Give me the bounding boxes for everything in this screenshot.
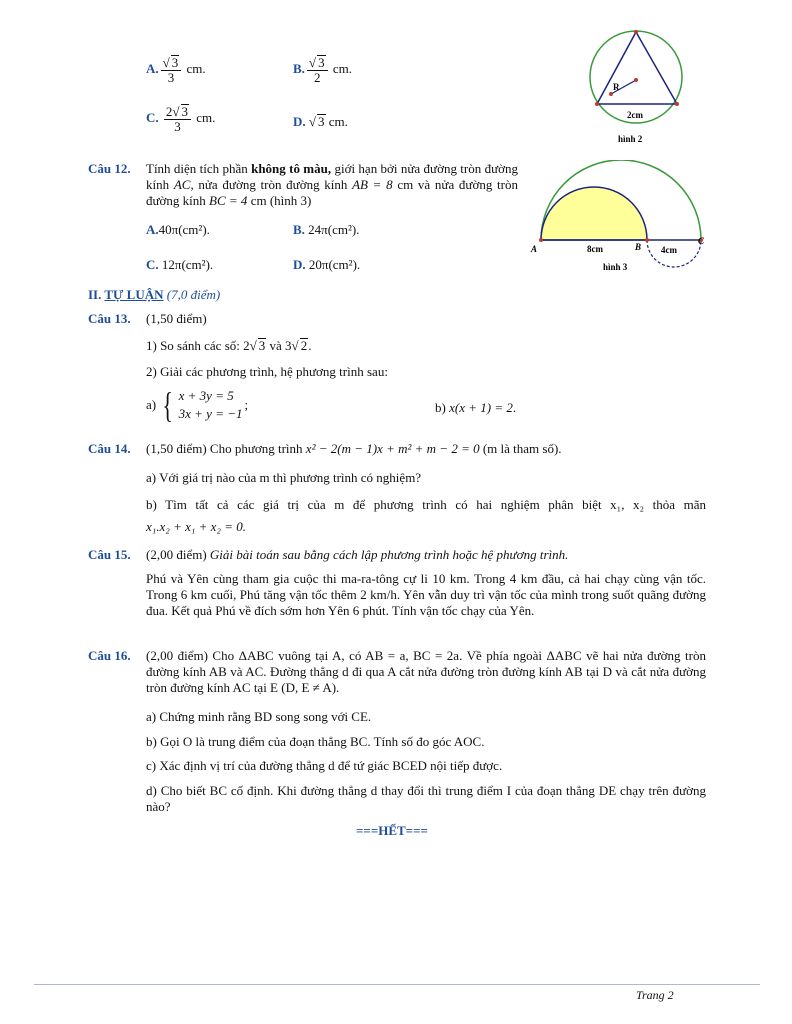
- q12-option-d: D. 20π(cm²).: [293, 257, 361, 272]
- q14-intro: (1,50 điểm) Cho phương trình x² − 2(m − 1)x + m² + m − 2 = 0 (m là tham số).: [146, 441, 562, 456]
- q11-option-c: C. $\frac{2√ 3}{3}$ cm.: [146, 104, 216, 134]
- ab-length-label: 8cm: [587, 244, 603, 254]
- q13-system: a) { x + 3y = 5 3x + y = −1 ;: [146, 385, 249, 425]
- q12-option-a: A.40π(cm²).: [146, 222, 210, 237]
- figure-3: [525, 160, 715, 276]
- question-label: Câu 15.: [88, 547, 131, 562]
- q11-option-a: A. $\frac{√ 3}{3}$ cm.: [146, 55, 206, 85]
- q14-part-a: a) Với giá trị nào của m thì phương trình có nghiệm?: [146, 470, 422, 485]
- q14-part-b: b) Tìm tất cả các giá trị của m để phương trình có hai nghiệm phân biệt x₁, x₂ thỏa mãn: [146, 497, 706, 512]
- fraction: $\frac{2√ 3}{3}$: [164, 104, 191, 134]
- q16-part-b: b) Gọi O là trung điểm của đoạn thẳng BC. Tính số đo góc AOC.: [146, 734, 485, 749]
- q13-part-1: 1) So sánh các số: 2√ 3 và 3√ 2.: [146, 338, 312, 353]
- q12-option-c: C. 12π(cm²).: [146, 257, 214, 272]
- q11-option-b: B. $\frac{√ 3}{2}$ cm.: [293, 55, 352, 85]
- question-label: Câu 12.: [88, 161, 131, 176]
- q16-body: (2,00 điểm) Cho ΔABC vuông tại A, có AB = a, BC = 2a. Về phía ngoài ΔABC vẽ hai nửa đường tròn đường kính AB và AC. Đường thẳng d đi qua A cắt nửa đường tròn đường kính AB tại D và cắt nửa đường tròn đường kính AC tại E (D, E ≠ A).: [146, 648, 706, 695]
- q16-part-c: c) Xác định vị trí của đường thẳng d để tứ giác BCED nội tiếp được.: [146, 758, 503, 773]
- question-label: Câu 14.: [88, 441, 131, 456]
- q13-points: (1,50 điểm): [146, 311, 207, 326]
- question-label: Câu 16.: [88, 648, 131, 663]
- figure-caption: hình 2: [618, 134, 643, 144]
- q11-option-d: D. √ 3 cm.: [293, 114, 348, 129]
- point-b-label: B: [635, 242, 642, 252]
- q12-text: Tính diện tích phần không tô màu, giới hạn bởi nửa đường tròn đường kính AC, nửa đường tròn đường kính AB = 8 cm và nửa đường tròn đường kính BC = 4 cm (hình 3): [146, 161, 519, 208]
- bc-length-label: 4cm: [661, 245, 677, 255]
- q13-equation-b: b) x(x + 1) = 2.: [435, 400, 517, 415]
- section-title: II. TỰ LUẬN (7,0 điểm): [88, 287, 221, 302]
- figure-caption: hình 3: [603, 262, 628, 272]
- q16-part-d: d) Cho biết BC cố định. Khi đường thẳng d thay đổi thì trung điểm I của đoạn thẳng DE chạy trên đường nào?: [146, 783, 706, 814]
- side-label: 2cm: [627, 110, 643, 120]
- q16-part-a: a) Chứng minh rằng BD song song với CE.: [146, 709, 372, 724]
- fraction: $\frac{√ 3}{3}$: [161, 55, 182, 85]
- page-number: Trang 2: [636, 988, 674, 1002]
- q15-body: Phú và Yên cùng tham gia cuộc thi ma-ra-tông cự li 10 km. Trong 4 km đầu, cả hai chạy cùng vận tốc. Trong 6 km cuối, Phú tăng vận tốc thêm 2 km/h. Yên vẫn duy trì vận tốc của mình trong suốt quãng đường đua. Kết quả Phú về đích sớm hơn Yên 6 phút. Tính vận tốc chạy của Yên.: [146, 571, 706, 618]
- fraction: $\frac{√ 3}{2}$: [307, 55, 328, 85]
- footer-divider: [34, 984, 760, 985]
- figure-2: [580, 30, 692, 150]
- point-a-label: A: [531, 244, 538, 254]
- q14-condition: x₁.x₂ + x₁ + x₂ = 0.: [146, 519, 246, 534]
- point-c-label: C: [698, 236, 705, 246]
- q12-option-b: B. 24π(cm²).: [293, 222, 360, 237]
- q15-title: (2,00 điểm) Giải bài toán sau bằng cách lập phương trình hoặc hệ phương trình.: [146, 547, 569, 562]
- radius-label: R: [613, 82, 620, 92]
- end-mark: ===HẾT===: [356, 823, 428, 838]
- q13-part-2: 2) Giải các phương trình, hệ phương trình sau:: [146, 364, 388, 379]
- question-label: Câu 13.: [88, 311, 131, 326]
